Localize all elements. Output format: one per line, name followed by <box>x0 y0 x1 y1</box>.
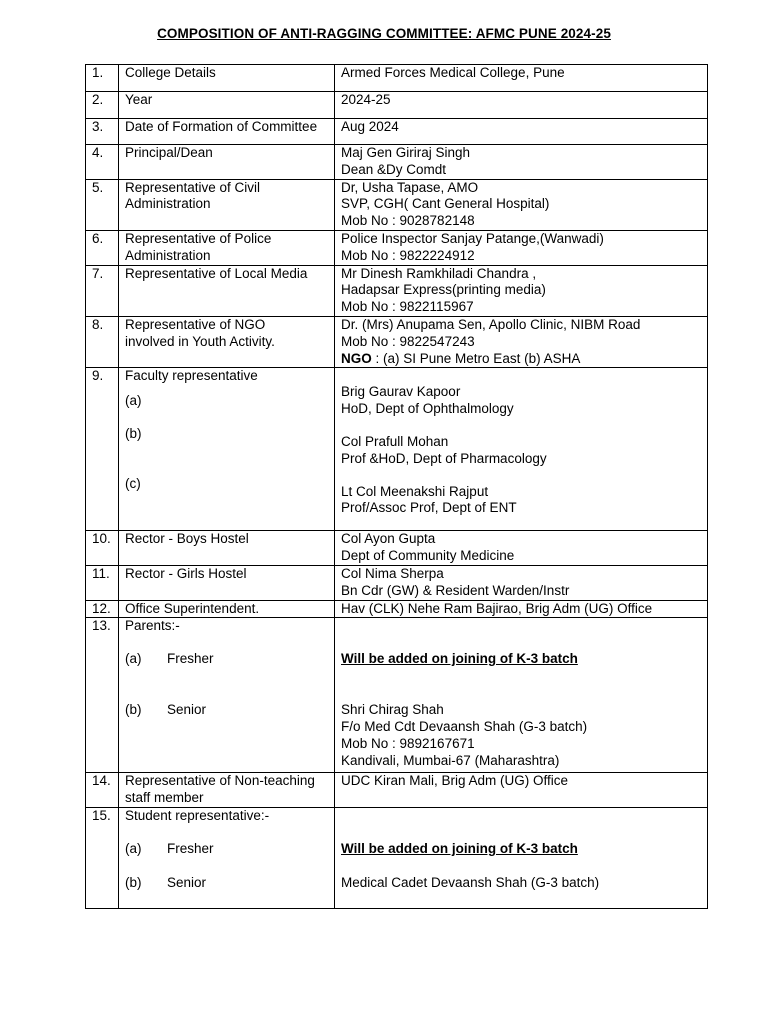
row-detail: Armed Forces Medical College, Pune <box>335 65 708 92</box>
row-number: 8. <box>86 316 119 367</box>
sub-key: (b) <box>125 874 142 890</box>
row-number: 9. <box>86 368 119 531</box>
row-detail: Maj Gen Giriraj Singh Dean &Dy Comdt <box>335 145 708 180</box>
table-row <box>86 119 708 145</box>
row-detail: Police Inspector Sanjay Patange,(Wanwadi) Mob No : 9822224912 <box>335 230 708 265</box>
sub-name: Fresher <box>167 840 214 856</box>
sub-key: (a) <box>125 651 142 667</box>
row-detail: Hav (CLK) Nehe Ram Bajirao, Brig Adm (UG) Office <box>335 600 708 618</box>
table-row <box>86 145 708 180</box>
row-label: Rector - Boys Hostel <box>119 531 335 566</box>
row-label: Parents:- (a) Fresher (b) Senior <box>119 618 335 773</box>
row-label: Faculty representative (a) (b) (c) <box>119 368 335 531</box>
row-label: Office Superintendent. <box>119 600 335 618</box>
table-row <box>86 230 708 265</box>
sub-key: (c) <box>125 475 141 491</box>
row-number: 3. <box>86 119 119 145</box>
row-number: 4. <box>86 145 119 180</box>
row-detail: UDC Kiran Mali, Brig Adm (UG) Office <box>335 773 708 808</box>
table-row <box>86 531 708 566</box>
table-row <box>86 265 708 316</box>
row-detail: Dr, Usha Tapase, AMO SVP, CGH( Cant General Hospital) Mob No : 9028782148 <box>335 179 708 230</box>
sub-name: Fresher <box>167 651 214 667</box>
row-detail: Mr Dinesh Ramkhiladi Chandra , Hadapsar Express(printing media) Mob No : 9822115967 <box>335 265 708 316</box>
row-number: 2. <box>86 92 119 119</box>
table-row <box>86 179 708 230</box>
row-number: 1. <box>86 65 119 92</box>
table-row <box>86 807 708 908</box>
row-label: College Details <box>119 65 335 92</box>
row-number: 13. <box>86 618 119 773</box>
row-label: Representative of Police Administration <box>119 230 335 265</box>
row-detail: 2024-25 <box>335 92 708 119</box>
row-label: Year <box>119 92 335 119</box>
row-number: 6. <box>86 230 119 265</box>
table-row <box>86 65 708 92</box>
row-label: Representative of NGO involved in Youth Activity. <box>119 316 335 367</box>
pending-note: Will be added on joining of K-3 batch <box>341 651 578 667</box>
row-detail: Col Ayon Gupta Dept of Community Medicine <box>335 531 708 566</box>
ngo-label: NGO <box>341 350 372 366</box>
sub-key: (b) <box>125 701 142 717</box>
row-detail: Dr. (Mrs) Anupama Sen, Apollo Clinic, NIBM Road Mob No : 9822547243 NGO : (a) SI Pune Metro East (b) ASHA <box>335 316 708 367</box>
sub-key: (b) <box>125 425 142 441</box>
sub-key: (a) <box>125 840 142 856</box>
table-row <box>86 600 708 618</box>
table-row <box>86 368 708 531</box>
table-row <box>86 92 708 119</box>
row-detail: Brig Gaurav Kapoor HoD, Dept of Ophthalmology Col Prafull Mohan Prof &HoD, Dept of Pharmacology Lt Col Meenakshi Rajput Prof/Assoc Prof, Dept of ENT <box>335 368 708 531</box>
row-number: 5. <box>86 179 119 230</box>
sub-name: Senior <box>167 701 207 717</box>
committee-table <box>85 64 708 909</box>
row-number: 7. <box>86 265 119 316</box>
row-detail: Aug 2024 <box>335 119 708 145</box>
row-label: Representative of Non-teaching staff member <box>119 773 335 808</box>
ngo-text: : (a) SI Pune Metro East (b) ASHA <box>371 350 581 366</box>
document-title: COMPOSITION OF ANTI-RAGGING COMMITTEE: AFMC PUNE 2024-25 <box>157 26 611 41</box>
row-detail: Col Nima Sherpa Bn Cdr (GW) & Resident Warden/Instr <box>335 565 708 600</box>
row-label: Student representative:- (a) Fresher (b) Senior <box>119 807 335 908</box>
row-label: Date of Formation of Committee <box>119 119 335 145</box>
row-number: 10. <box>86 531 119 566</box>
row-number: 14. <box>86 773 119 808</box>
row-detail: Will be added on joining of K-3 batch Shri Chirag Shah F/o Med Cdt Devaansh Shah (G-3 batch) Mob No : 9892167671 Kandivali, Mumbai-67 (Maharashtra) <box>335 618 708 773</box>
row-number: 11. <box>86 565 119 600</box>
table-row <box>86 618 708 773</box>
row-detail: Will be added on joining of K-3 batch Medical Cadet Devaansh Shah (G-3 batch) <box>335 807 708 908</box>
table-row <box>86 773 708 808</box>
table-row <box>86 316 708 367</box>
row-label: Representative of Local Media <box>119 265 335 316</box>
row-label: Representative of Civil Administration <box>119 179 335 230</box>
row-number: 12. <box>86 600 119 618</box>
sub-key: (a) <box>125 393 142 409</box>
pending-note: Will be added on joining of K-3 batch <box>341 840 578 856</box>
sub-name: Senior <box>167 874 207 890</box>
row-label: Principal/Dean <box>119 145 335 180</box>
table-row <box>86 565 708 600</box>
row-label: Rector - Girls Hostel <box>119 565 335 600</box>
row-number: 15. <box>86 807 119 908</box>
